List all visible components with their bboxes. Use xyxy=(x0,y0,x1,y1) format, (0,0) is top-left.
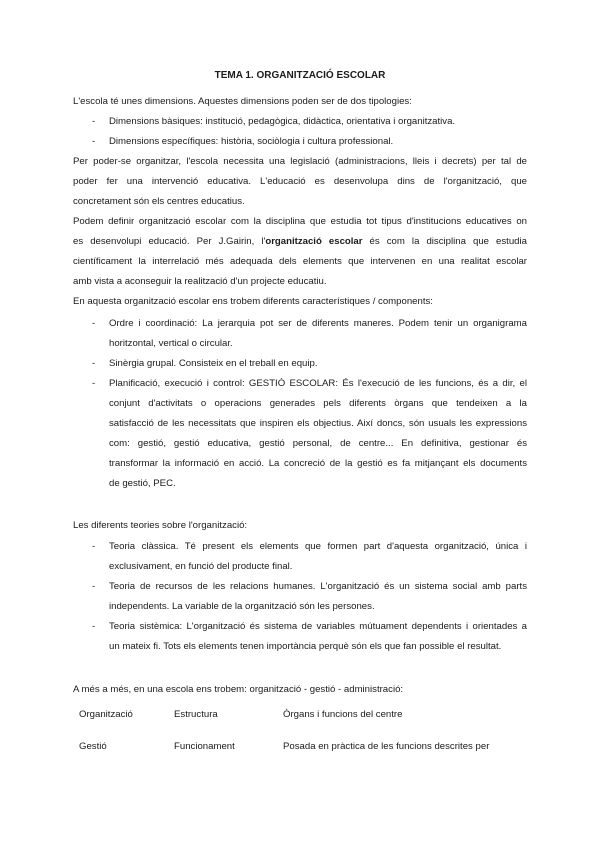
intro-text: L'escola té unes dimensions. Aquestes dimensions poden ser de dos tipologies: xyxy=(73,96,412,107)
list-item: de gestió, PEC. xyxy=(109,478,176,489)
list-item: com: gestió, gestió educativa, gestió personal, de centre... En definitiva, gestionar és xyxy=(109,438,527,449)
list-item: exclusivament, en funció del producte final. xyxy=(109,561,293,572)
list-item: independents. La variable de la organització són les persones. xyxy=(109,601,375,612)
paragraph-line: científicament la interrelació més adequada dels elements que intervenen en una realitat escolar xyxy=(73,256,527,267)
paragraph-line: Les diferents teories sobre l'organització: xyxy=(73,520,248,531)
list-item: Dimensions específiques: història, sociòlogia i cultura professional. xyxy=(109,136,394,147)
page-title: TEMA 1. ORGANITZACIÓ ESCOLAR xyxy=(214,70,386,81)
table-cell: Gestió xyxy=(79,741,107,752)
list-bullet: - xyxy=(92,136,96,147)
paragraph-line: es desenvolupi educació. Per J.Gairin, l'organització escolar és com la disciplina que estudia xyxy=(73,236,527,247)
table-cell: Òrgans i funcions del centre xyxy=(283,709,403,720)
list-item: Teoria de recursos de les relacions humanes. L'organització és un sistema social amb parts xyxy=(109,581,527,592)
list-item: conjunt d'activitats o operacions generades pels diferents òrgans que tendeixen a la xyxy=(109,398,527,409)
table-cell: Estructura xyxy=(174,709,218,720)
list-item: Planificació, execució i control: GESTIÓ ESCOLAR: És l'execució de les funcions, és a dir, el xyxy=(109,378,527,389)
list-bullet: - xyxy=(92,318,96,329)
list-item: Teoria clàssica. Té present els elements que formen part d'aquesta organització, única i xyxy=(109,541,527,552)
paragraph-line: concretament són els centres educatius. xyxy=(73,196,245,207)
list-bullet: - xyxy=(92,116,96,127)
list-item: Sinèrgia grupal. Consisteix en el treball en equip. xyxy=(109,358,318,369)
list-item: Ordre i coordinació: La jerarquia pot ser de diferents maneres. Podem tenir un organigrama xyxy=(109,318,527,329)
paragraph-line: A més a més, en una escola ens trobem: organització - gestió - administració: xyxy=(73,684,404,695)
paragraph-line: poder fer una intervenció educativa. L'educació es desenvolupa dins de l'organització, que xyxy=(73,176,527,187)
list-bullet: - xyxy=(92,541,96,552)
list-bullet: - xyxy=(92,358,96,369)
list-item: Dimensions bàsiques: institució, pedagògica, didàctica, orientativa i organitzativa. xyxy=(109,116,456,127)
table-cell: Posada en pràctica de les funcions descrites per xyxy=(283,741,490,752)
list-bullet: - xyxy=(92,621,96,632)
list-item: transformar la informació en acció. La concreció de la gestió es fa mitjançant els documents xyxy=(109,458,527,469)
list-bullet: - xyxy=(92,581,96,592)
list-item: Teoria sistèmica: L'organització és sistema de variables mútuament dependents i orientades a xyxy=(109,621,527,632)
list-item: un mateix fi. Tots els elements tenen importància perquè són els que fan possible el resultat. xyxy=(109,641,502,652)
table-cell: Organització xyxy=(79,709,133,720)
paragraph-line: En aquesta organització escolar ens trobem diferents característiques / components: xyxy=(73,296,433,307)
paragraph-line: amb vista a aconseguir la realització d'un projecte educatiu. xyxy=(73,276,327,287)
paragraph-line: Per poder-se organitzar, l'escola necessita una legislació (administracions, lleis i decrets) per tal de xyxy=(73,156,527,167)
table-cell: Funcionament xyxy=(174,741,235,752)
list-item: horitzontal, vertical o circular. xyxy=(109,338,233,349)
paragraph-line: Podem definir organització escolar com la disciplina que estudia tot tipus d'institucions educatives on xyxy=(73,216,527,227)
bold-term: organització escolar xyxy=(265,236,363,247)
list-item: satisfacció de les necessitats que inspiren els objectius. Així doncs, són usuals les expressions xyxy=(109,418,527,429)
list-bullet: - xyxy=(92,378,96,389)
